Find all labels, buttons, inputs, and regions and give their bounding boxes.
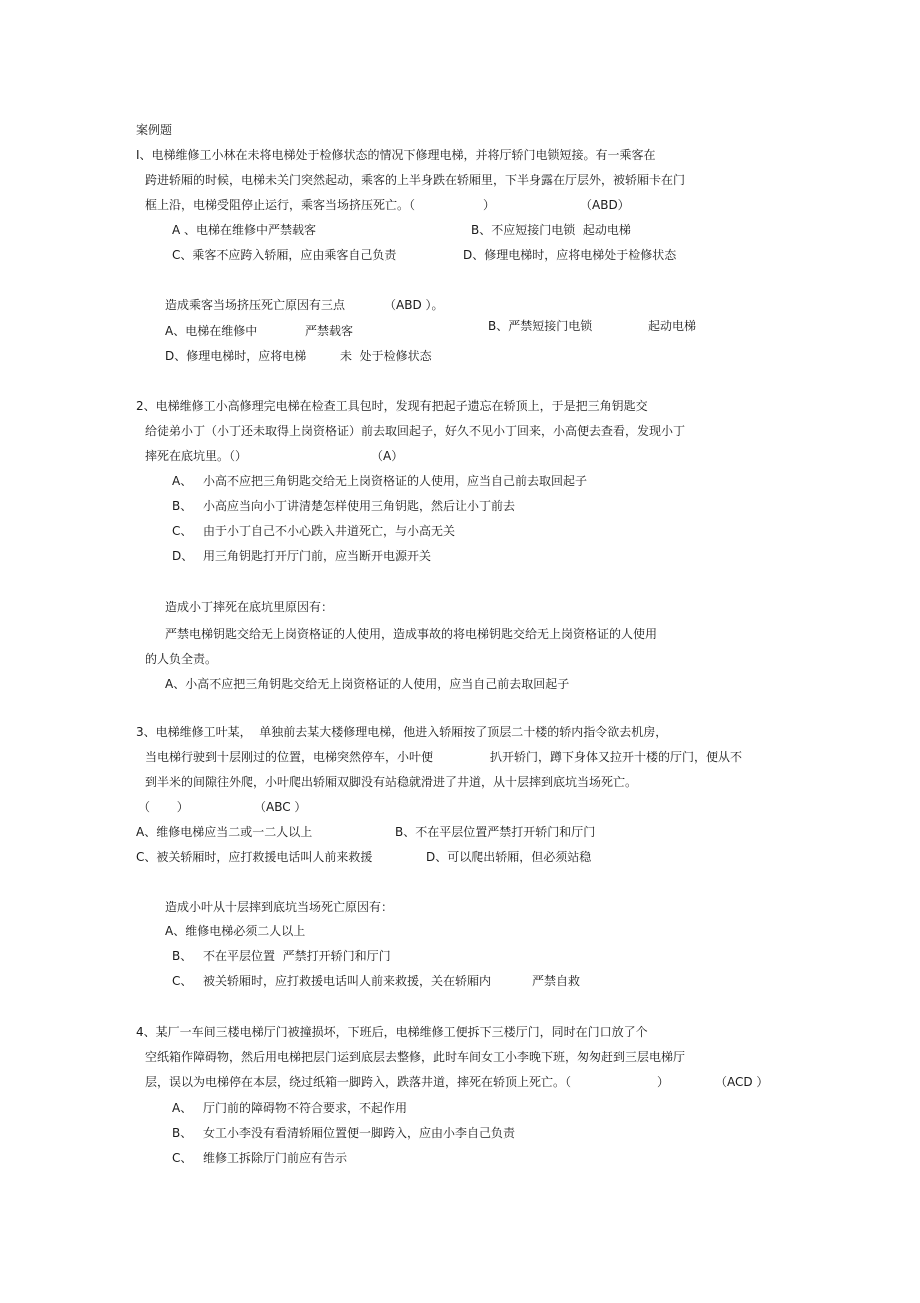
option-a: 厅门前的障碍物不符合要求，不起作用 <box>203 1101 408 1115</box>
reason-item-d: D、修理电梯时，应将电梯 <box>165 349 307 363</box>
reason-item-c-detail: 严禁自救 <box>532 974 581 988</box>
option-d: D、可以爬出轿厢，但必须站稳 <box>426 850 592 864</box>
reason-text-line: 的人负全责。 <box>145 652 218 666</box>
question-text-line: 跨进轿厢的时候，电梯未关门突然起动，乘客的上半身跌在轿厢里，下半身露在厅层外，被轿厢卡在门 <box>145 173 686 187</box>
option-a: A 、电梯在维修中严禁载客 <box>172 223 317 237</box>
question-text-line: 3、电梯维修工叶某， 单独前去某大楼修理电梯，他进入轿厢按了顶层二十楼的轿内指令欲去机房， <box>136 725 668 739</box>
reason-item-a-detail: 严禁载客 <box>305 324 354 338</box>
option-c: C、被关轿厢时，应打救援电话叫人前来救援 <box>136 850 373 864</box>
question-text-line: 4、某厂一车间三楼电梯厅门被撞损坏，下班后，电梯维修工便拆下三楼厅门，同时在门口放了个 <box>136 1025 648 1039</box>
reason-item-c-label: C、 <box>172 974 193 988</box>
option-b: 女工小李没有看清轿厢位置便一脚跨入，应由小李自己负责 <box>203 1126 516 1140</box>
option-b-label: B、 <box>172 499 193 513</box>
option-c: 由于小丁自己不小心跌入井道死亡，与小高无关 <box>203 524 456 538</box>
question-text-line: 摔死在底坑里。（） <box>145 449 248 463</box>
question-text-line: 当电梯行驶到十层刚过的位置，电梯突然停车，小叶便 <box>145 750 434 764</box>
option-a: A、维修电梯应当二或一二人以上 <box>136 825 313 839</box>
question-text-line: 空纸箱作障碍物，然后用电梯把层门运到底层去整修，此时车间女工小李晚下班，匆匆赶到三层电梯厅 <box>145 1050 686 1064</box>
reason-item-b-label: B、 <box>172 949 193 963</box>
option-d-label: D、 <box>172 549 194 563</box>
option-d: 用三角钥匙打开厅门前，应当断开电源开关 <box>203 549 432 563</box>
option-b: 小高应当向小丁讲清楚怎样使用三角钥匙，然后让小丁前去 <box>203 499 516 513</box>
option-a-label: A、 <box>172 474 193 488</box>
reason-item-d-detail: 未 处于检修状态 <box>340 349 432 363</box>
reason-item-c: 被关轿厢时，应打救援电话叫人前来救援，关在轿厢内 <box>203 974 492 988</box>
question-text-line: 扒开轿门，蹲下身体又拉开十楼的厅门，便从不 <box>490 750 743 764</box>
reason-answer: （ABD ）。 <box>384 298 444 312</box>
answer-key: （A） <box>371 449 404 463</box>
option-b-label: B、 <box>172 1126 193 1140</box>
answer-blank-close: ） <box>657 1075 670 1089</box>
question-text-line: I、电梯维修工小林在未将电梯处于检修状态的情况下修理电梯，并将厅轿门电锁短接。有一乘客在 <box>136 148 656 162</box>
option-a: 小高不应把三角钥匙交给无上岗资格证的人使用，应当自己前去取回起子 <box>203 474 588 488</box>
answer-key: （ACD ） <box>715 1075 769 1089</box>
reason-item-b: 不在平层位置 严禁打开轿门和厅门 <box>203 949 391 963</box>
answer-blank-close: ） <box>483 198 496 212</box>
question-text-line: 到半米的间隙往外爬，小叶爬出轿厢双脚没有站稳就滑进了井道，从十层摔到底坑当场死亡。 <box>145 775 638 789</box>
reason-heading: 造成小叶从十层摔到底坑当场死亡原因有： <box>165 900 394 914</box>
reason-heading: 造成小丁摔死在底坑里原因有： <box>165 600 334 614</box>
option-a-label: A、 <box>172 1101 193 1115</box>
reason-item-a: A、小高不应把三角钥匙交给无上岗资格证的人使用，应当自己前去取回起子 <box>165 677 570 691</box>
answer-key: （ABD） <box>580 198 630 212</box>
reason-item-b: B、严禁短接门电锁 <box>488 319 593 333</box>
answer-key: （ABC ） <box>254 800 307 814</box>
reason-item-a: A、电梯在维修中 <box>165 324 258 338</box>
option-d: D、修理电梯时，应将电梯处于检修状态 <box>463 248 677 262</box>
question-text-line: 2、电梯维修工小高修理完电梯在检查工具包时，发现有把起子遗忘在轿顶上，于是把三角钥匙交 <box>136 399 648 413</box>
reason-item-b-detail: 起动电梯 <box>648 319 697 333</box>
option-c: C、乘客不应跨入轿厢，应由乘客自己负责 <box>172 248 397 262</box>
question-text-line: 框上沿，电梯受阻停止运行，乘客当场挤压死亡。（ <box>145 198 416 212</box>
option-c-label: C、 <box>172 1151 193 1165</box>
reason-text-line: 严禁电梯钥匙交给无上岗资格证的人使用，造成事故的将电梯钥匙交给无上岗资格证的人使用 <box>165 627 658 641</box>
reason-heading: 造成乘客当场挤压死亡原因有三点 <box>165 298 346 312</box>
reason-item-a: A、维修电梯必须二人以上 <box>165 924 306 938</box>
question-text-line: 层，误以为电梯停在本层，绕过纸箱一脚跨入，跌落井道，摔死在轿顶上死亡。（ <box>145 1075 572 1089</box>
question-text-line: 给徒弟小丁（小丁还未取得上岗资格证）前去取回起子，好久不见小丁回来，小高便去查看，发现小丁 <box>145 424 686 438</box>
option-c-label: C、 <box>172 524 193 538</box>
option-b: B、不在平层位置严禁打开轿门和厅门 <box>395 825 596 839</box>
section-heading: 案例题 <box>136 123 173 137</box>
option-c: 维修工拆除厅门前应有告示 <box>203 1151 348 1165</box>
answer-blank: （ ） <box>138 800 189 814</box>
option-b: B、不应短接门电锁 起动电梯 <box>471 223 631 237</box>
